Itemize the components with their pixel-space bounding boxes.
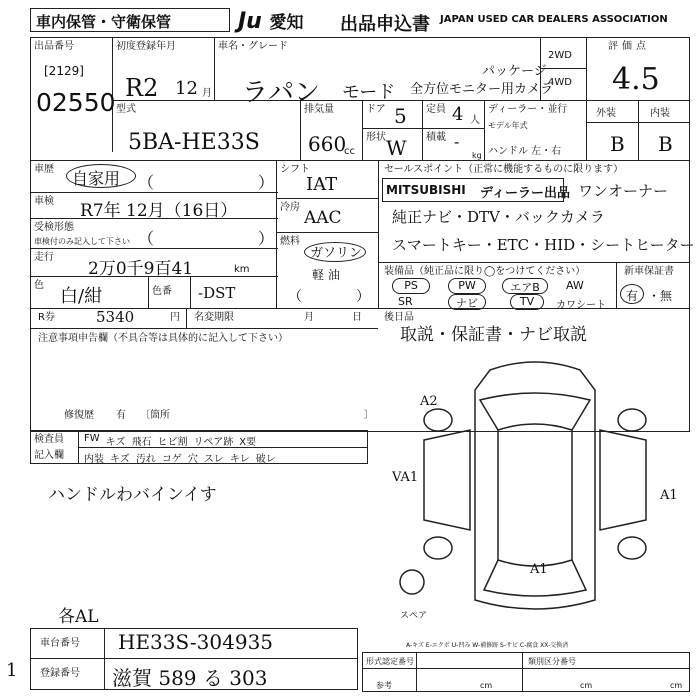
- fuel-paren-close: ）: [356, 289, 370, 305]
- new-warranty-label: 新車保証書: [624, 266, 674, 277]
- ac-value: AAC: [304, 208, 342, 228]
- damage-mark-right: A1: [660, 488, 678, 503]
- usage-value: 自家用: [72, 169, 121, 188]
- name-change-day: 日: [352, 312, 362, 323]
- fuel-value: ガソリン: [310, 246, 363, 261]
- color-no-label: 色番: [152, 286, 172, 297]
- usage-label: 車歴: [34, 164, 54, 175]
- car-condition-diagram: [380, 350, 690, 630]
- mileage-value: 2万0千9百41: [88, 259, 194, 279]
- kg-label: kg: [472, 151, 482, 160]
- wheel-front-left: [424, 409, 452, 431]
- int-item: 穴: [187, 454, 198, 465]
- doors-label: ドア: [366, 104, 386, 115]
- chassis-label: 車台番号: [40, 638, 80, 649]
- recycle-value: 5340: [96, 308, 135, 326]
- warranty-dot: ・: [648, 289, 661, 303]
- usage-paren-close: ）: [258, 173, 275, 192]
- model-value: 5BA-HE33S: [128, 130, 260, 155]
- right-side-body: [600, 430, 646, 530]
- name-change-month: 月: [304, 312, 314, 323]
- first-reg-era: R2: [125, 74, 159, 102]
- first-reg-month-unit: 月: [202, 88, 212, 99]
- receive-label: 受検形態: [34, 222, 74, 233]
- inspection-value: R7年 12月（16日）: [80, 201, 238, 221]
- sales-line-2: 純正ナビ・DTV・バックカメラ: [392, 208, 605, 226]
- int-item: スレ: [203, 454, 224, 465]
- int-item: キレ: [229, 454, 250, 465]
- ac-label: 冷房: [280, 202, 300, 213]
- logo-prefecture: 愛知: [269, 13, 304, 33]
- loading-label: 積載: [426, 132, 446, 143]
- int-item: 破レ: [255, 454, 276, 465]
- wheel-rear-right: [618, 537, 646, 559]
- sales-line-1: ワンオーナー: [578, 182, 669, 200]
- shift-value: IAT: [306, 174, 338, 195]
- dealer-label: ディーラー・並行: [488, 104, 568, 115]
- cc-label: cc: [344, 146, 355, 157]
- cm-label-2: cm: [580, 681, 593, 690]
- note-line-2: 各AL: [58, 607, 99, 627]
- int-item: 汚れ: [135, 454, 156, 465]
- interior-value: B: [658, 132, 673, 156]
- package-detail: 全方位モニター用カメラ: [410, 82, 554, 97]
- shape-label: 形状: [366, 132, 386, 143]
- inspection-label: 車検: [34, 196, 54, 207]
- fuel-label: 燃料: [280, 236, 300, 247]
- damage-mark-left: VA1: [392, 470, 419, 485]
- sales-line-3: スマートキー・ETC・HID・シートヒーター: [392, 236, 695, 254]
- warranty-no: 無: [660, 289, 673, 303]
- int-item: キズ: [110, 454, 130, 465]
- margin-mark: 1: [6, 660, 18, 681]
- repair-has: 有: [116, 410, 126, 421]
- cm-label-1: cm: [480, 681, 493, 690]
- repair-label: 修復歴: [64, 410, 94, 421]
- first-reg-label: 初度登録年月: [116, 41, 176, 52]
- 2wd-label: 2WD: [548, 50, 572, 61]
- attachments-value: 取説・保証書・ナビ取説: [400, 325, 587, 345]
- color-label: 色: [34, 280, 44, 291]
- dims-label: 参考: [376, 681, 392, 690]
- package-value: パッケージ: [482, 64, 547, 79]
- note-line-1: ハンドルわバインイす: [48, 485, 217, 505]
- class-label: 類別区分番号: [528, 657, 576, 666]
- left-side-body: [424, 430, 470, 530]
- exterior-value: B: [610, 132, 625, 156]
- storage-note: 車内保管・守衛保管: [36, 13, 172, 31]
- fuel-paren: （: [288, 289, 302, 305]
- equip-tv: TV: [510, 294, 544, 310]
- damage-legend: A-キズ E-エクボ U-凹み W-補修跡 S-サビ C-腐食 XX-交換済: [406, 642, 569, 649]
- equip-leather: カワシート: [556, 300, 606, 311]
- repair-place: 〔箇所: [140, 410, 170, 421]
- fw-item: キズ: [105, 437, 126, 448]
- sales-points-label: セールスポイント（正常に機能するものに限ります）: [384, 164, 624, 175]
- sales-dealer: ディーラー出品: [480, 186, 570, 201]
- rating-label: 評価点: [608, 41, 650, 52]
- exterior-label: 外装: [596, 108, 616, 119]
- spare-label: スペア: [400, 611, 428, 621]
- name-change-label: 名変期限: [194, 312, 234, 323]
- lot-no-label: 出品番号: [34, 41, 74, 52]
- fw-item: ヒビ割: [157, 437, 188, 448]
- equip-airbag: エアB: [502, 278, 548, 294]
- fuel-option-2: 軽 油: [312, 268, 340, 282]
- rating-value: 4.5: [612, 62, 660, 97]
- entry-label: 記入欄: [34, 450, 64, 461]
- first-reg-month: 12: [175, 78, 198, 99]
- int-item: 内装: [84, 454, 104, 465]
- loading-value: -: [454, 132, 460, 151]
- wheel-rear-left: [424, 537, 452, 559]
- association-name: JAPAN USED CAR DEALERS ASSOCIATION: [440, 14, 668, 25]
- receive-paren-close: ）: [258, 229, 275, 248]
- 4wd-label: 4WD: [548, 77, 572, 88]
- displacement-label: 排気量: [304, 104, 334, 115]
- cm-label-3: cm: [670, 681, 683, 690]
- capacity-label: 定員: [426, 104, 446, 115]
- fw-item: X要: [239, 437, 257, 448]
- receive-paren: （: [138, 229, 155, 248]
- logo-mark: Ju: [238, 9, 262, 34]
- spare-tire: [400, 570, 424, 594]
- notes-label: 注意事項申告欄（不具合等は具体的に記入して下さい）: [38, 333, 288, 344]
- usage-paren: （: [138, 173, 155, 192]
- equip-navi: ナビ: [448, 294, 486, 310]
- receive-sub: 車検付のみ記入して下さい: [34, 237, 130, 246]
- shape-value: W: [386, 136, 407, 160]
- warranty-yes: 有: [626, 289, 639, 303]
- grade-value: モード: [342, 82, 396, 103]
- cert-label: 形式認定番号: [366, 657, 414, 666]
- equipment-label: 装備品（純正品に限り◯をつけてください）: [384, 266, 586, 277]
- fw-row: [84, 433, 256, 448]
- doors-value: 5: [394, 104, 407, 128]
- int-item: コゲ: [161, 454, 182, 465]
- damage-mark-a2: A2: [420, 394, 438, 409]
- ref-no: [2129]: [44, 64, 84, 78]
- chassis-value: HE33S-304935: [118, 630, 274, 654]
- sales-brand: MITSUBISHI: [386, 183, 466, 197]
- handle-label: ハンドル 左・右: [488, 146, 562, 157]
- shift-label: シフト: [280, 164, 310, 175]
- fw-item: FW: [84, 433, 100, 444]
- displacement-value: 660: [308, 132, 347, 156]
- plate-value: 滋賀 589 る 303: [112, 666, 268, 690]
- repair-close: 〕: [364, 410, 374, 421]
- equip-sr: SR: [398, 295, 413, 308]
- inspector-label: 検査員: [34, 434, 64, 445]
- sheet-title: 出品申込書: [340, 14, 430, 35]
- color-value: 白/紺: [60, 286, 103, 307]
- logo: [238, 8, 304, 34]
- mileage-label: 走行: [34, 252, 54, 263]
- color-no-value: -DST: [198, 284, 236, 302]
- interior-label: 内装: [650, 108, 670, 119]
- equip-pw: PW: [448, 278, 486, 294]
- fw-item: 飛石: [131, 437, 152, 448]
- persons-label: 人: [470, 115, 480, 126]
- lot-no-value: 02550: [36, 88, 116, 117]
- capacity-value: 4: [452, 104, 464, 125]
- equip-aw: AW: [566, 279, 584, 292]
- km-label: km: [234, 264, 250, 275]
- fw-item: リペア跡: [193, 437, 234, 448]
- car-name-label: 車名・グレード: [218, 41, 288, 52]
- interior-row: [84, 450, 276, 465]
- car-roof: [498, 424, 572, 566]
- plate-label: 登録番号: [40, 668, 80, 679]
- model-label: 型式: [116, 104, 136, 115]
- equip-ps: PS: [392, 278, 430, 294]
- damage-mark-bottom: A1: [530, 562, 548, 577]
- attachments-label: 後日品: [384, 312, 414, 323]
- wheel-front-right: [618, 409, 646, 431]
- recycle-label: R券: [38, 312, 55, 323]
- car-name-value: ラパン: [242, 78, 321, 108]
- yen-label: 円: [170, 312, 180, 323]
- model-year-label: モデル年式: [488, 121, 528, 130]
